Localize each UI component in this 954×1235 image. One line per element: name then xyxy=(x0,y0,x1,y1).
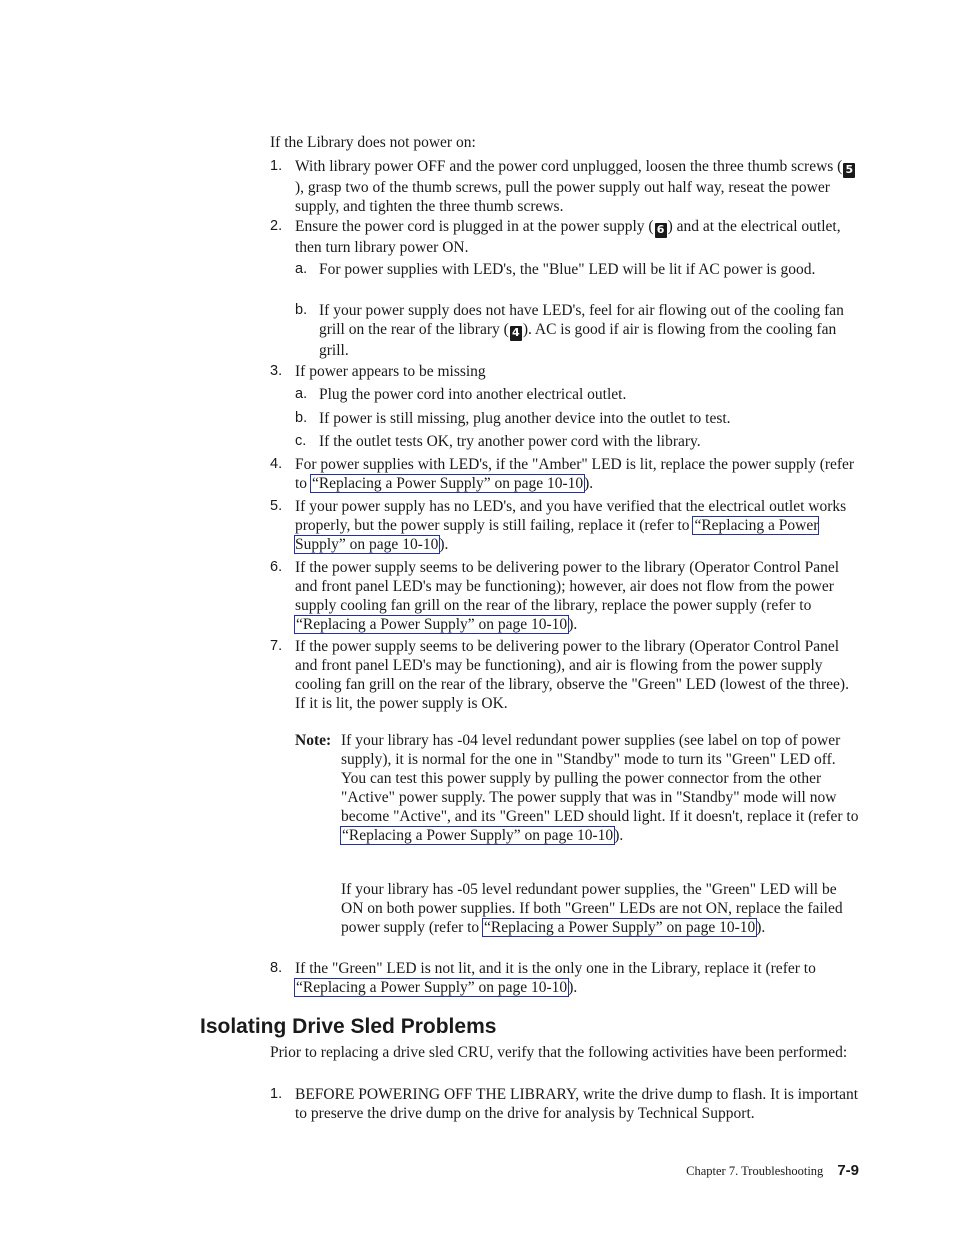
step-text: If the power supply seems to be delivering power to the library (Operator Control Panel and front panel LED's may be functioning); however, air does not flow from the power supply cooling fan grill on the rear of the library, replace the power supply (refer to “Replacing a Power Supply” on page 10-10). xyxy=(295,559,840,633)
callout-badge: 6 xyxy=(655,223,667,238)
replacing-power-supply-link[interactable]: “Replacing a Power Supply” on page 10-10 xyxy=(311,475,584,492)
step-number: 5. xyxy=(270,498,283,514)
replacing-power-supply-link[interactable]: “Replacing a Power Supply” on page 10-10 xyxy=(296,616,568,633)
step-number: 1. xyxy=(270,158,283,174)
substep-letter: a. xyxy=(295,386,308,402)
step-number: 2. xyxy=(270,218,283,234)
replacing-power-supply-link[interactable]: “Replacing a Power Supply” on page 10-10 xyxy=(484,919,756,936)
note-paragraph-2: If your library has -05 level redundant power supplies, the "Green" LED will be ON on both power supplies. If both "Green" LEDs are not ON, replace the failed power supply (refer to “Replacing a Power Supply” on page 10-10). xyxy=(341,881,843,936)
substep-letter: c. xyxy=(295,433,307,449)
section-intro: Prior to replacing a drive sled CRU, verify that the following activities have been performed: xyxy=(270,1044,848,1061)
substep-letter: b. xyxy=(295,302,308,318)
step-number: 7. xyxy=(270,638,283,654)
substep-text: Plug the power cord into another electrical outlet. xyxy=(319,386,627,403)
substep-letter: a. xyxy=(295,261,308,277)
callout-badge: 4 xyxy=(510,326,522,341)
note-paragraph-1: If your library has -04 level redundant power supplies (see label on top of power supply), it is normal for the one in "Standby" mode to turn its "Green" LED off. You can test this power supply by pulling the power connector from the other "Active" power supply. The power supply that was in "Standby" mode will now become "Active", and its "Green" LED should light. If it doesn't, replace it (refer to “Replacing a Power Supply” on page 10-10). xyxy=(341,732,859,844)
substep-text: If your power supply does not have LED's, feel for air flowing out of the cooling fan grill on the rear of the library ( 4 ). AC is good if air is flowing from the cooling fan grill. xyxy=(319,302,844,359)
replacing-power-supply-link[interactable]: “Replacing a Power Supply” on page 10-10 xyxy=(295,517,819,553)
step-text: If power appears to be missing xyxy=(295,363,486,380)
step-number: 4. xyxy=(270,456,283,472)
step-text: Ensure the power cord is plugged in at the power supply ( 6 ) and at the electrical outlet, then turn library power ON. xyxy=(295,218,841,256)
step-number: 6. xyxy=(270,559,283,575)
substep-letter: b. xyxy=(295,410,308,426)
substep-text: If power is still missing, plug another device into the outlet to test. xyxy=(319,410,731,427)
footer-chapter: Chapter 7. Troubleshooting xyxy=(686,1164,824,1178)
page-number: 7-9 xyxy=(837,1162,859,1179)
step-text: If your power supply has no LED's, and you have verified that the electrical outlet works properly, but the power supply is still failing, replace it (refer to “Replacing a Power Supply” on page 10-10). xyxy=(295,498,847,553)
step-text: For power supplies with LED's, if the "Amber" LED is lit, replace the power supply (refer to “Replacing a Power Supply” on page 10-10). xyxy=(295,456,855,492)
replacing-power-supply-link[interactable]: “Replacing a Power Supply” on page 10-10 xyxy=(296,979,568,996)
intro-text: If the Library does not power on: xyxy=(270,134,476,151)
step-number: 8. xyxy=(270,960,283,976)
step-number: 3. xyxy=(270,363,283,379)
callout-badge: 5 xyxy=(843,163,855,178)
note-label: Note: xyxy=(295,732,332,749)
page-footer xyxy=(686,1162,859,1180)
step-text: If the power supply seems to be delivering power to the library (Operator Control Panel and front panel LED's may be functioning), and air is flowing from the power supply cooling fan grill on the rear of the library, observe the "Green" LED (lowest of the three). If it is lit, the power supply is OK. xyxy=(295,638,849,712)
step-text: If the "Green" LED is not lit, and it is the only one in the Library, replace it (refer to “Replacing a Power Supply” on page 10-10). xyxy=(295,960,816,996)
step-number: 1. xyxy=(270,1086,283,1102)
step-text: With library power OFF and the power cord unplugged, loosen the three thumb screws ( 5), grasp two of the thumb screws, pull the power supply out half way, reseat the power supply, and tighten the three thumb screws. xyxy=(295,157,860,216)
replacing-power-supply-link[interactable]: “Replacing a Power Supply” on page 10-10 xyxy=(342,827,614,844)
substep-text: If the outlet tests OK, try another power cord with the library. xyxy=(319,433,701,450)
section-heading: Isolating Drive Sled Problems xyxy=(200,1015,497,1038)
substep-text: For power supplies with LED's, the "Blue" LED will be lit if AC power is good. xyxy=(319,261,816,278)
step-text: BEFORE POWERING OFF THE LIBRARY, write the drive dump to flash. It is important to preserve the drive dump on the drive for analysis by Technical Support. xyxy=(295,1086,859,1122)
